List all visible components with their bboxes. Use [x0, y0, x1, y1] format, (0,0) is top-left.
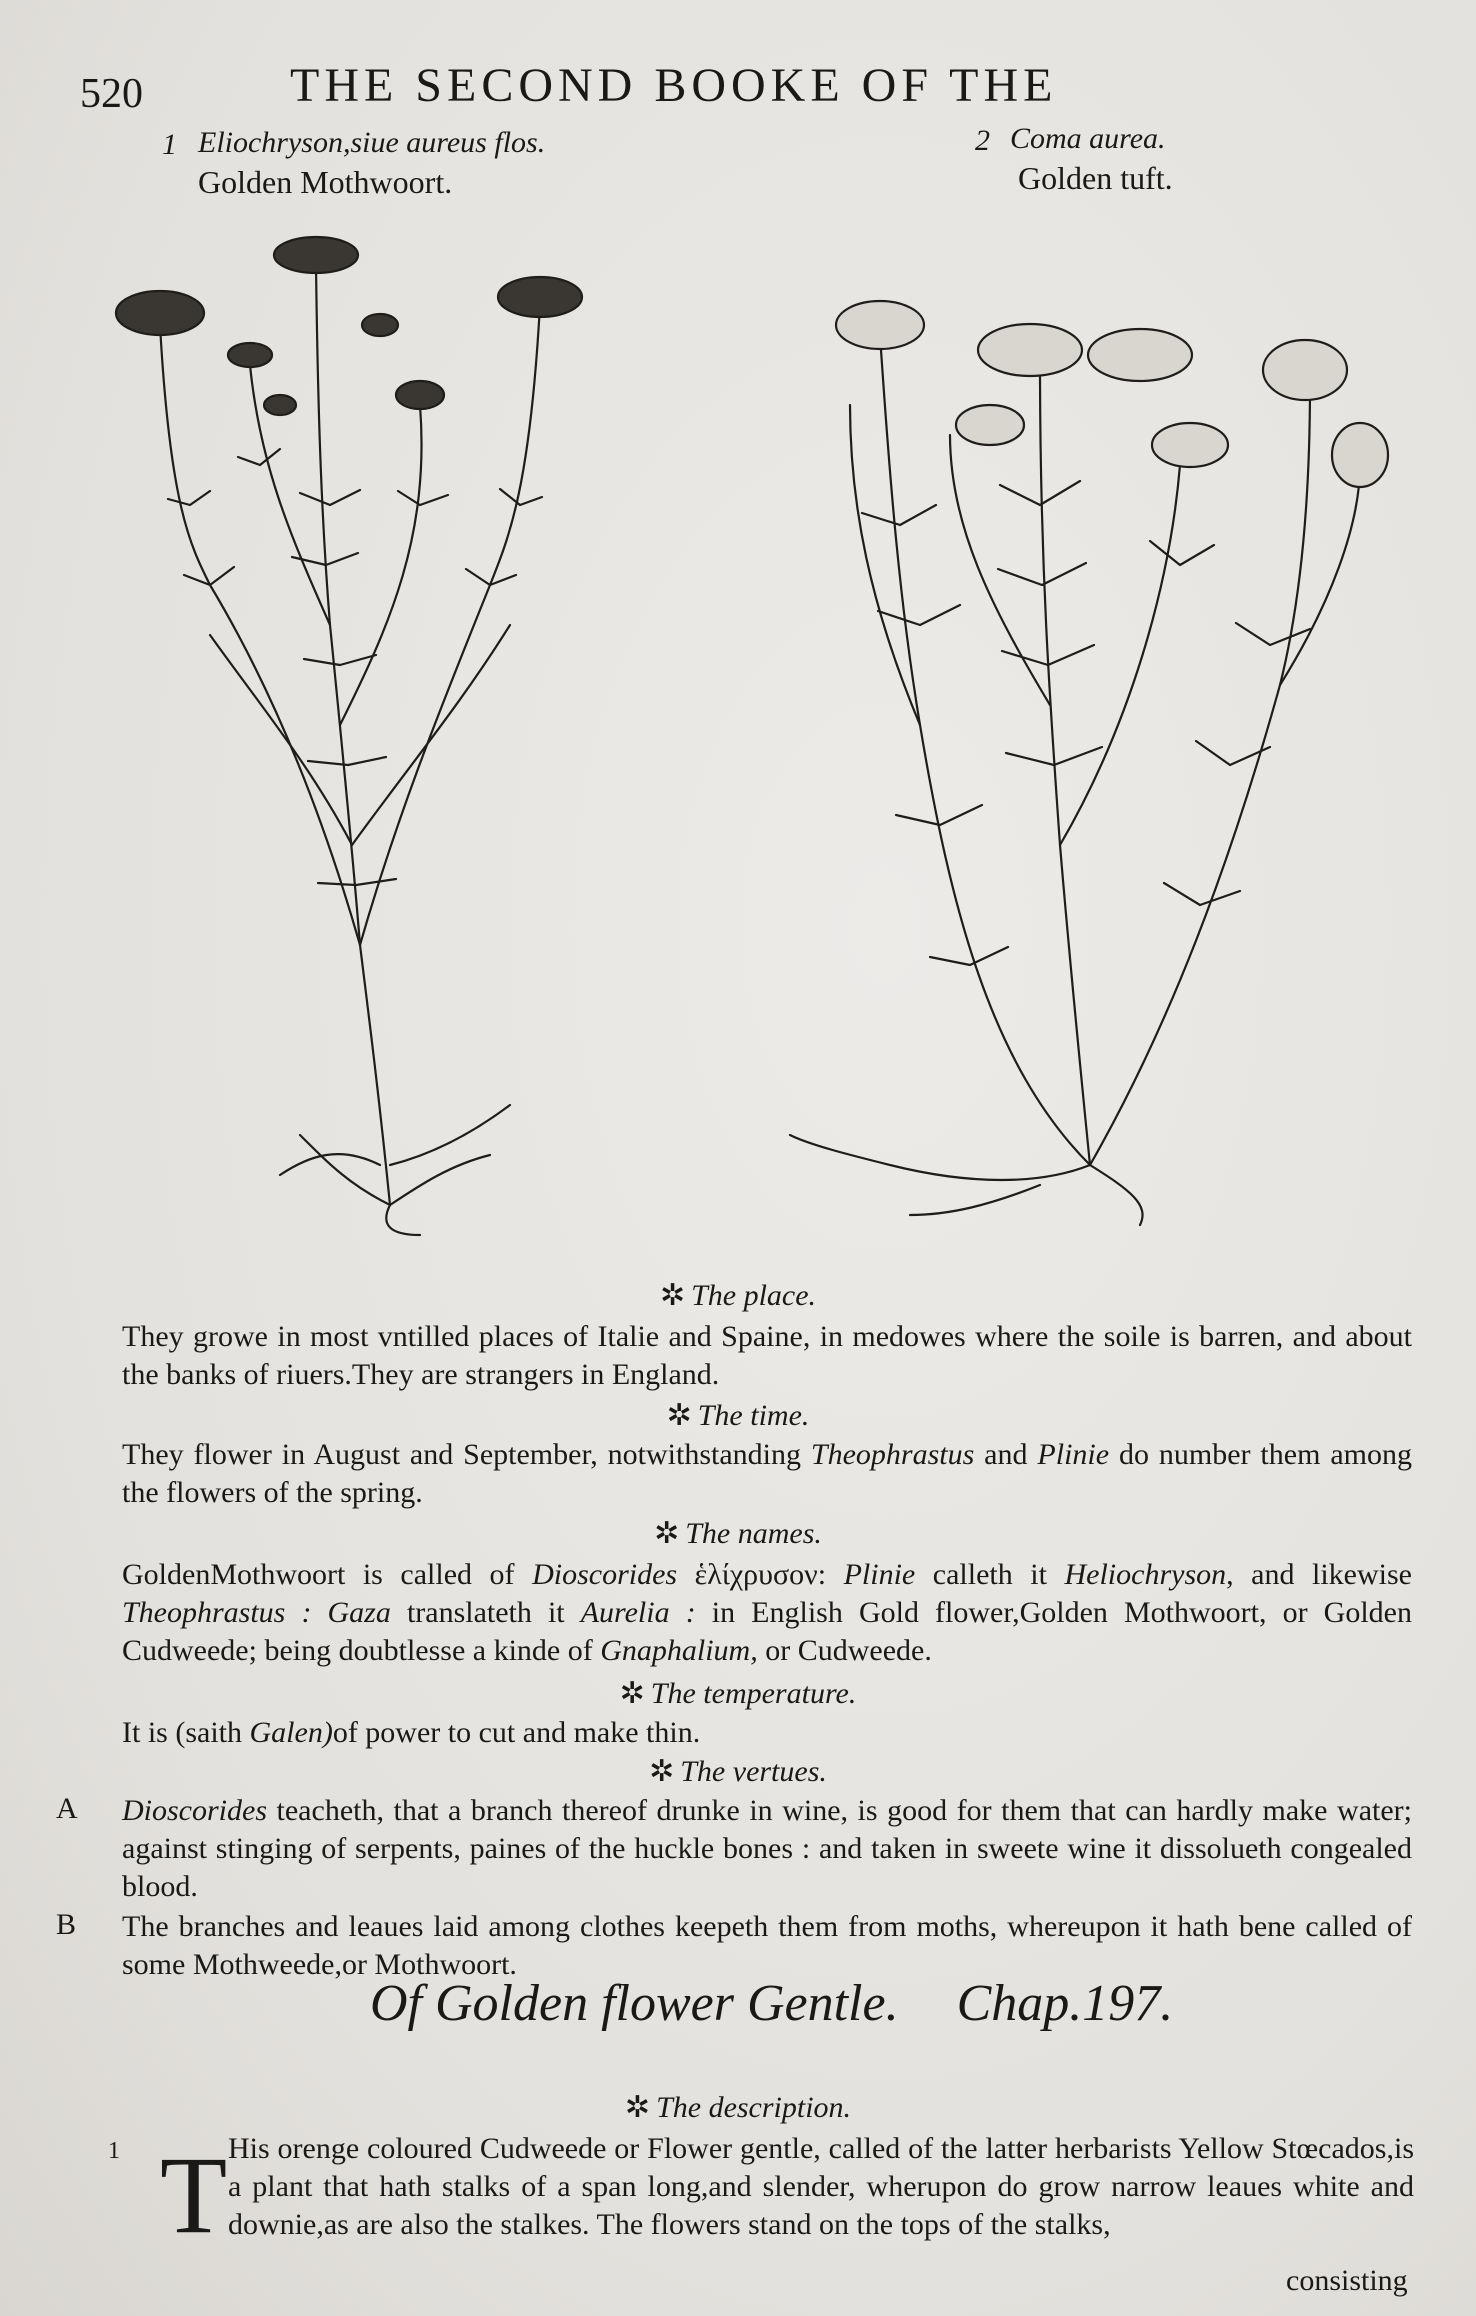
ornament-icon: ✲ [619, 1677, 645, 1710]
section-text-temperature: It is (saith Galen)of power to cut and make thin. [122, 1716, 701, 1749]
figure-1-latin-name: Eliochryson,siue aureus flos. [198, 126, 546, 159]
ornament-icon: ✲ [649, 1755, 675, 1788]
catchword: consisting [1286, 2264, 1408, 2297]
section-text-place: They growe in most vntilled places of Italie and Spaine, in medowes where the soile is barren, and about the banks of riuers.They are strangers in England. [122, 1320, 1412, 1391]
margin-letter-a: A [56, 1792, 78, 1825]
section-heading-vertues: ✲ The vertues. [649, 1755, 827, 1788]
section-text-vertue-b: The branches and leaues laid among clothes keepeth them from moths, whereupon it hath bene called of some Mothweede,or Mothwoort. [122, 1910, 1412, 1981]
ornament-icon: ✲ [654, 1517, 680, 1550]
figure-2-english-name: Golden tuft. [1018, 160, 1173, 196]
ornament-icon: ✲ [666, 1399, 692, 1432]
section-heading-description: ✲ The description. [624, 2091, 852, 2124]
woodcut-illustration [90, 205, 1420, 1245]
figure-2-number: 2 [975, 124, 990, 157]
section-text-vertue-a: Dioscorides teacheth, that a branch thereof drunke in wine, is good for them that can hardly make water; against stinging of serpents, paines of the huckle bones : and taken in sweete wine it dissolueth congealed blood. [122, 1794, 1412, 1903]
chapter-title: Of Golden flower Gentle. [370, 1975, 899, 2032]
section-text-time: They flower in August and September, notwithstanding Theophrastus and Plinie do number them among the flowers of the spring. [122, 1438, 1412, 1509]
section-heading-place: ✲ The place. [659, 1279, 817, 1312]
ornament-icon: ✲ [659, 1279, 686, 1312]
figure-2-latin-name: Coma aurea. [1010, 122, 1166, 155]
figure-1-number: 1 [162, 128, 177, 161]
page-number: 520 [80, 71, 143, 117]
section-heading-temperature: ✲ The temperature. [619, 1677, 857, 1710]
margin-letter-b: B [56, 1908, 77, 1941]
section-heading-time: ✲ The time. [666, 1399, 810, 1432]
figure-1-english-name: Golden Mothwoort. [198, 164, 453, 200]
golden-mothwoort-plant [116, 237, 582, 1235]
running-title: THE SECOND BOOKE OF THE [290, 59, 1058, 112]
description-text: His orenge coloured Cudweede or Flower gentle, called of the latter herbarists Yellow Stœcados,is a plant that hath stalks of a span long,and slender, wherupon do grow narrow leaues white and downie,as are also the stalkes. The flowers stand on the tops of the stalks, [228, 2132, 1414, 2241]
section-heading-names: ✲ The names. [654, 1517, 822, 1550]
ornament-icon: ✲ [624, 2091, 651, 2124]
margin-number: 1 [108, 2138, 120, 2164]
golden-tuft-plant [790, 301, 1388, 1225]
drop-cap: T [160, 2134, 228, 2256]
chapter-heading [370, 1974, 1173, 2033]
chapter-number: Chap.197. [956, 1975, 1174, 2032]
section-text-names: GoldenMothwoort is called of Dioscorides ἑλίχρυσον: Plinie calleth it Heliochryson, and likewise Theophrastus : Gaza translateth it Aurelia : in English Gold flower,Golden Mothwoort, or Golden Cudweede; being doubtlesse a kinde of Gnaphalium, or Cudweede. [122, 1558, 1412, 1667]
